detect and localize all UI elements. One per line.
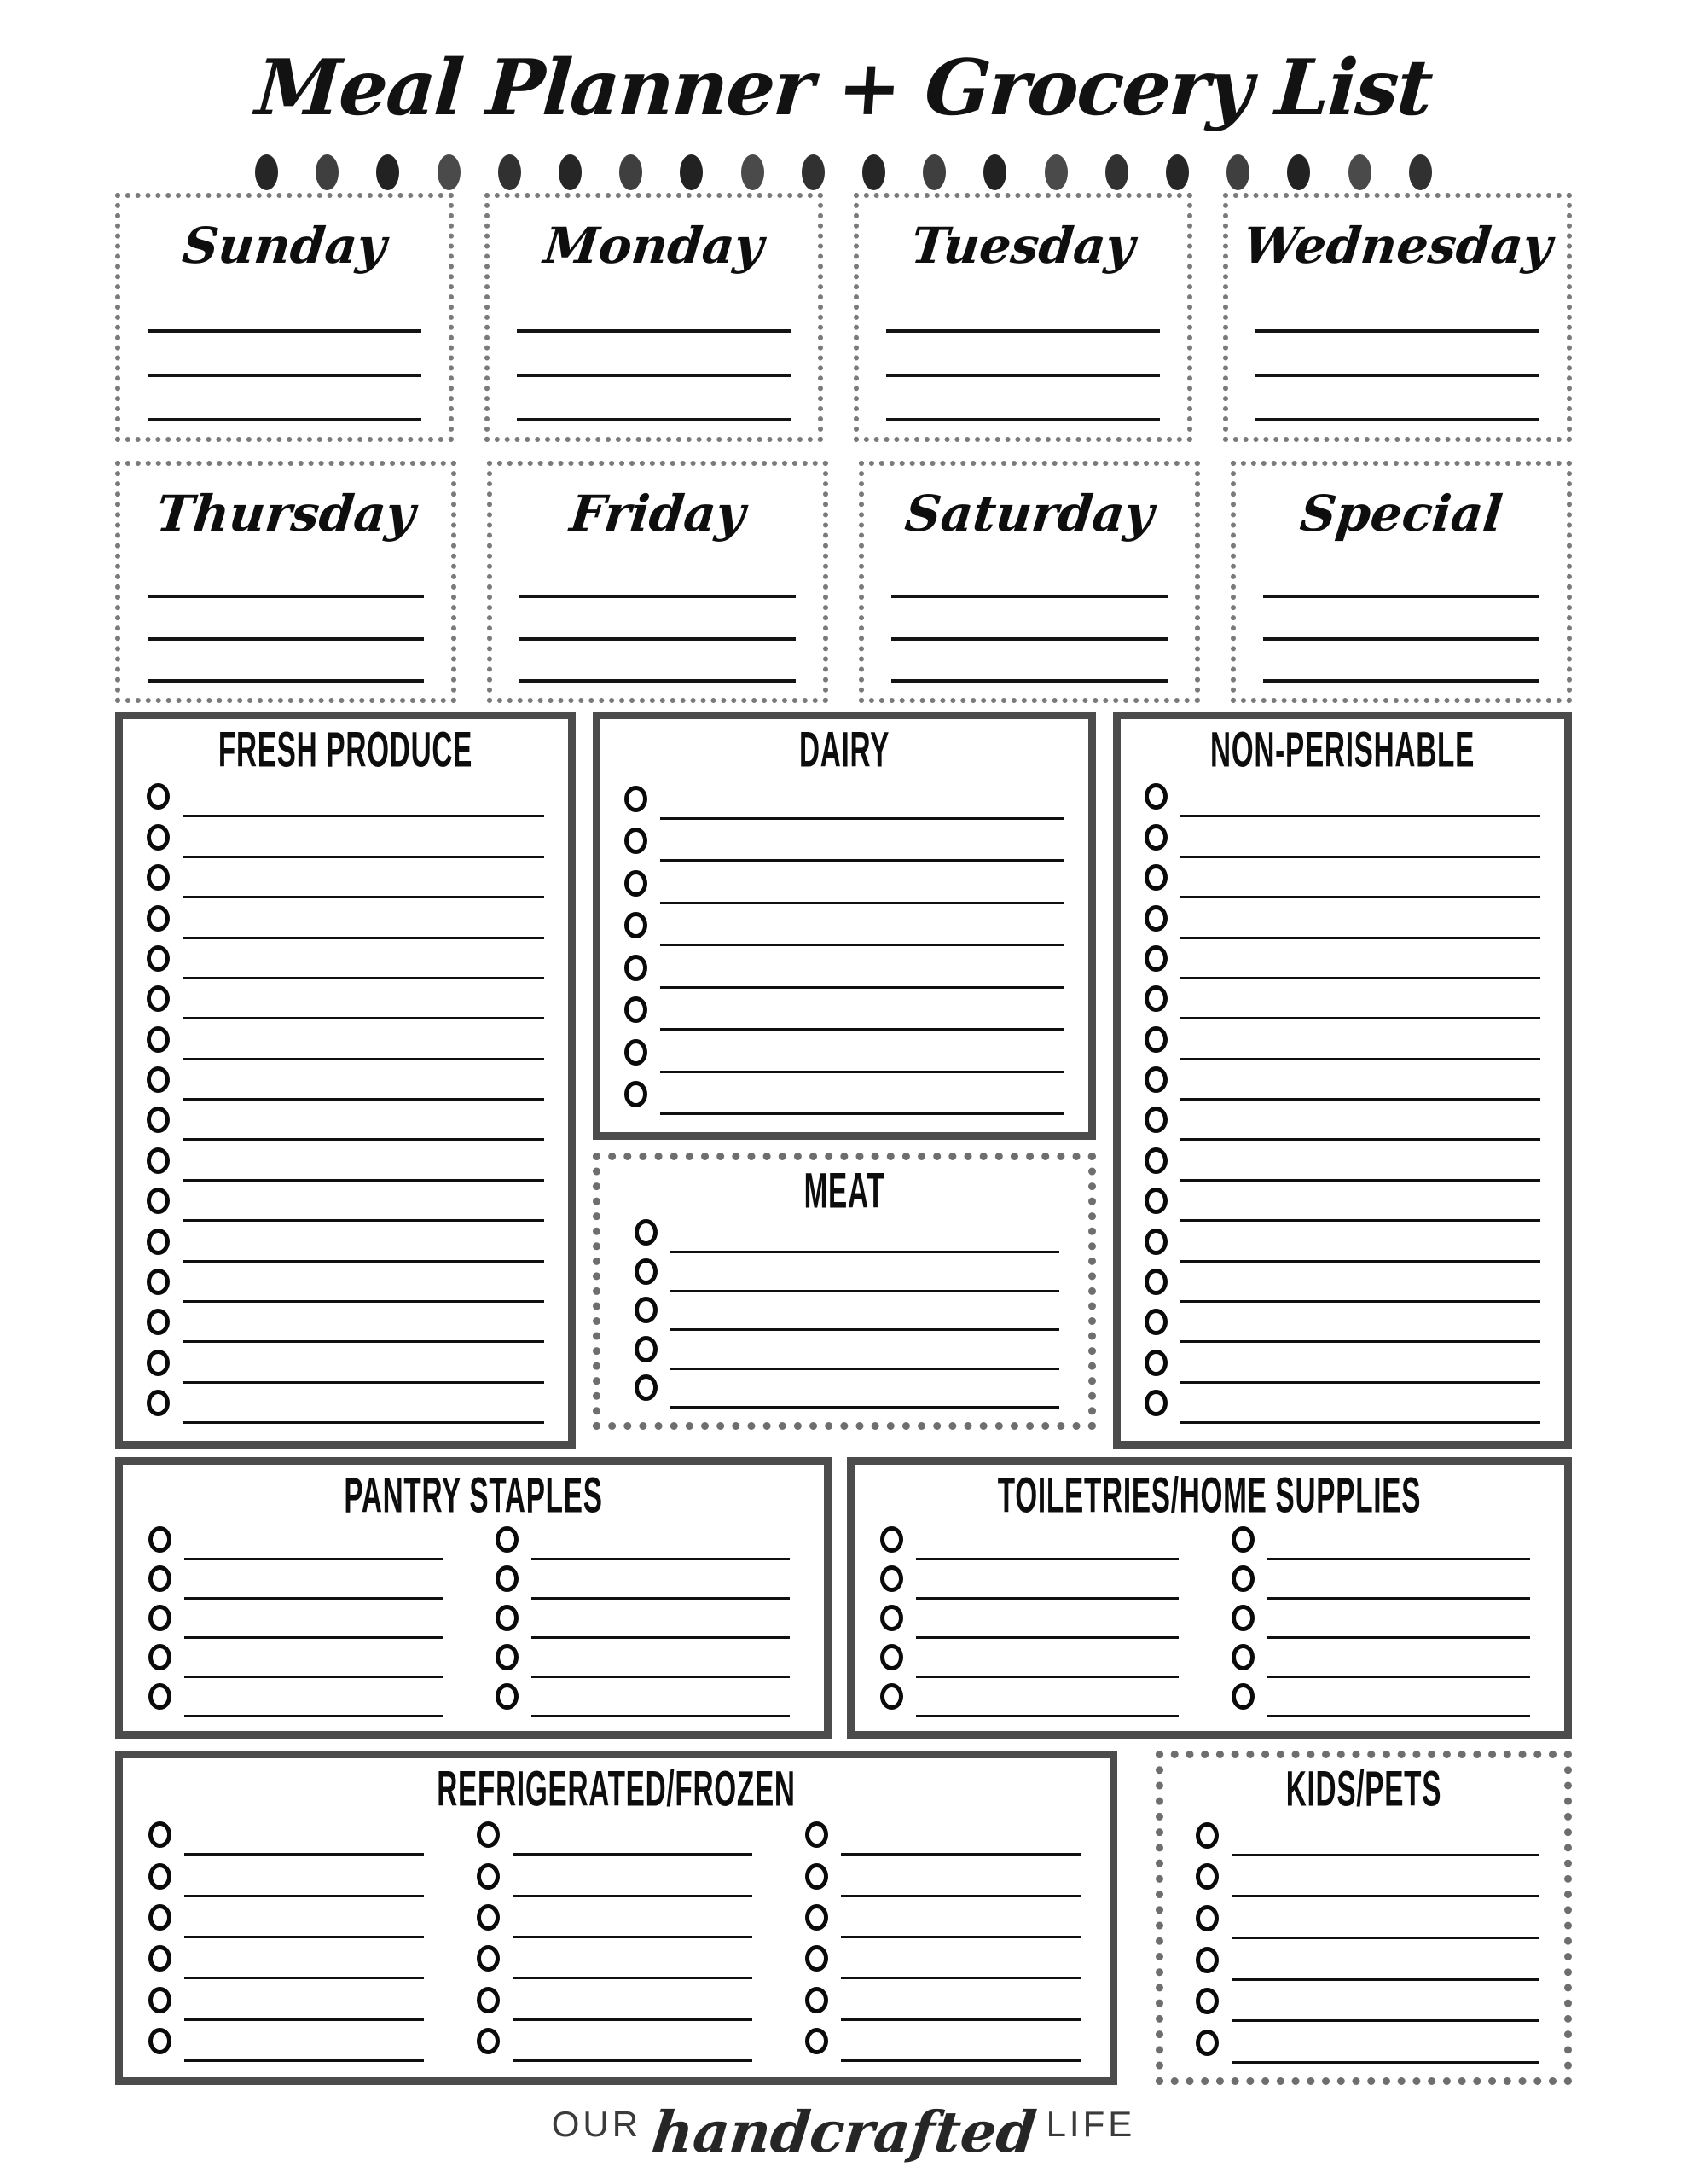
write-line (1263, 556, 1539, 598)
bullet-circle (147, 1026, 170, 1053)
bullet-circle (1196, 2030, 1219, 2056)
week-grid-top (115, 193, 1572, 442)
bullet-circle (624, 955, 647, 981)
list-item (147, 817, 544, 857)
section-title-refrigerated-frozen: REFRIGERATED/FROZEN (437, 1760, 796, 1817)
kids-pets-list (1163, 1811, 1564, 2077)
brand-word-our: OUR (551, 2104, 642, 2144)
fresh-produce-list (123, 772, 568, 1441)
bullet-circle (148, 1644, 171, 1670)
day-write-lines-thursday (136, 556, 436, 682)
bullet-circle (1196, 1822, 1219, 1849)
write-line (148, 556, 424, 598)
list-item (496, 1521, 790, 1560)
brand-word-handcrafted: handcrafted (648, 2099, 1040, 2165)
bullet-circle (148, 1904, 171, 1931)
binder-dot (1226, 154, 1249, 190)
bullet-circle (477, 1863, 500, 1890)
list-item (880, 1678, 1179, 1717)
list-item (624, 820, 1064, 863)
day-box-friday (487, 461, 828, 703)
bullet-circle (624, 870, 647, 897)
blank-line (841, 2059, 1081, 2062)
write-line (891, 556, 1168, 598)
binder-dot (1409, 154, 1432, 190)
bullet-circle (1145, 1147, 1168, 1174)
bullet-circle (805, 1821, 828, 1848)
bullet-circle (147, 1107, 170, 1133)
list-item (1145, 1101, 1540, 1141)
list-item (1196, 2022, 1539, 2064)
bullet-circle (148, 1565, 171, 1592)
bullet-circle (147, 824, 170, 851)
list-item (1145, 939, 1540, 979)
bullet-circle (147, 1309, 170, 1335)
list-item (147, 1222, 544, 1262)
bullet-circle (1145, 824, 1168, 851)
day-label-thursday: Thursday (154, 485, 418, 543)
bullet-circle (1145, 1269, 1168, 1295)
bullet-circle (624, 996, 647, 1023)
section-title-kids-pets: KIDS/PETS (1285, 1760, 1442, 1817)
list-item (148, 1521, 443, 1560)
day-write-lines-friday (507, 556, 808, 682)
list-item (624, 989, 1064, 1031)
bullet-circle (880, 1526, 903, 1553)
write-line (1263, 598, 1539, 640)
section-fresh-produce (115, 712, 576, 1449)
list-item (1145, 1343, 1540, 1383)
bullet-circle (1145, 1188, 1168, 1214)
bullet-circle (1145, 1026, 1168, 1053)
day-write-lines-monday (505, 288, 803, 421)
write-line (148, 333, 421, 377)
list-item (1145, 1141, 1540, 1181)
write-line (886, 377, 1160, 421)
list-item (1232, 1639, 1530, 1678)
bullet-circle (1145, 1390, 1168, 1416)
list-item (147, 1182, 544, 1222)
bullet-circle (147, 945, 170, 972)
bullet-circle (1145, 985, 1168, 1012)
write-line (886, 333, 1160, 377)
blank-line (660, 1112, 1064, 1115)
write-line (519, 598, 796, 640)
bullet-circle (624, 912, 647, 938)
bullet-circle (1196, 1988, 1219, 2014)
bullet-circle (635, 1297, 658, 1323)
binder-dot (741, 154, 764, 190)
bullet-circle (148, 1987, 171, 2013)
bullet-circle (147, 985, 170, 1012)
bullet-circle (880, 1644, 903, 1670)
list-item (496, 1678, 790, 1717)
day-box-monday (484, 193, 823, 442)
bullet-circle (477, 1987, 500, 2013)
binder-dot (498, 154, 521, 190)
day-box-sunday (115, 193, 454, 442)
list-item (624, 777, 1064, 820)
list-item (805, 1815, 1081, 1856)
list-item (624, 1031, 1064, 1073)
bullet-circle (147, 1228, 170, 1255)
bullet-circle (635, 1374, 658, 1401)
bullet-circle (1232, 1565, 1255, 1592)
bullet-circle (147, 864, 170, 891)
bullet-circle (148, 1605, 171, 1631)
blank-line (1267, 1715, 1530, 1717)
bullet-circle (1232, 1683, 1255, 1710)
list-item (477, 2021, 752, 2062)
bullet-circle (147, 1147, 170, 1174)
list-item (635, 1292, 1059, 1331)
write-line (148, 288, 421, 333)
bullet-circle (805, 2028, 828, 2054)
bullet-circle (147, 1269, 170, 1295)
day-box-special (1231, 461, 1572, 703)
bullet-circle (477, 1821, 500, 1848)
list-item (1145, 898, 1540, 938)
bullet-circle (1145, 864, 1168, 891)
list-item (147, 1384, 544, 1424)
bullet-circle (805, 1987, 828, 2013)
day-label-tuesday: Tuesday (907, 217, 1138, 275)
write-line (519, 641, 796, 682)
bullet-circle (624, 786, 647, 812)
list-item (624, 946, 1064, 989)
bullet-circle (635, 1336, 658, 1362)
day-box-tuesday (854, 193, 1192, 442)
write-line (517, 288, 791, 333)
list-item (1145, 1019, 1540, 1060)
blank-line (184, 1715, 443, 1717)
bullet-circle (148, 2028, 171, 2054)
binder-dot (376, 154, 399, 190)
binder-dot (1105, 154, 1128, 190)
list-item (1145, 1384, 1540, 1424)
section-dairy (593, 712, 1096, 1140)
section-pantry-staples (115, 1457, 832, 1739)
bullet-circle (624, 1081, 647, 1107)
binder-dot (1287, 154, 1310, 190)
section-meat (593, 1153, 1096, 1430)
blank-line (531, 1715, 790, 1717)
list-item (147, 1019, 544, 1060)
list-item (624, 1073, 1064, 1116)
grocery-row-bottom (115, 1751, 1572, 2085)
write-line (1255, 333, 1539, 377)
binder-dot (862, 154, 885, 190)
list-item (148, 1815, 424, 1856)
bullet-circle (148, 1945, 171, 1972)
write-line (891, 641, 1168, 682)
bullet-circle (1232, 1644, 1255, 1670)
binder-dot (1348, 154, 1371, 190)
list-item (1145, 979, 1540, 1019)
section-title-toiletries-home-supplies: TOILETRIES/HOME SUPPLIES (997, 1467, 1422, 1524)
section-title-meat: MEAT (803, 1162, 885, 1219)
bullet-circle (147, 1188, 170, 1214)
list-item (1196, 1856, 1539, 1898)
bullet-circle (147, 783, 170, 810)
day-box-wednesday (1223, 193, 1572, 442)
bullet-circle (496, 1605, 519, 1631)
blank-line (513, 2059, 752, 2062)
list-item (1196, 1981, 1539, 2023)
day-label-sunday: Sunday (179, 217, 390, 275)
binder-dot (438, 154, 461, 190)
grocery-row-top (115, 712, 1572, 1449)
bullet-circle (477, 2028, 500, 2054)
write-line (148, 641, 424, 682)
list-item (147, 777, 544, 817)
page-title: Meal Planner + Grocery List (252, 43, 1435, 133)
write-line (1263, 641, 1539, 682)
dairy-list (600, 772, 1088, 1132)
brand-footer (115, 2099, 1572, 2165)
blank-line (183, 1421, 544, 1424)
binder-dot (255, 154, 278, 190)
list-item (477, 1938, 752, 1979)
write-line (891, 598, 1168, 640)
write-line (1255, 288, 1539, 333)
bullet-circle (624, 828, 647, 854)
binder-dot (802, 154, 825, 190)
brand-word-life: LIFE (1046, 2104, 1136, 2144)
list-item (1145, 1060, 1540, 1101)
list-item (805, 1938, 1081, 1979)
bullet-circle (148, 1683, 171, 1710)
bullet-circle (496, 1644, 519, 1670)
list-item (880, 1560, 1179, 1600)
day-label-monday: Monday (541, 217, 767, 275)
list-item (477, 1897, 752, 1938)
list-item (148, 1678, 443, 1717)
refrigerated-frozen-list (123, 1811, 1110, 2077)
binder-dot (316, 154, 339, 190)
bullet-circle (147, 905, 170, 932)
write-line (148, 598, 424, 640)
bullet-circle (148, 1821, 171, 1848)
list-item (147, 979, 544, 1019)
bullet-circle (1232, 1526, 1255, 1553)
list-item (1196, 1815, 1539, 1856)
bullet-circle (624, 1039, 647, 1066)
binder-dot (1166, 154, 1189, 190)
write-line (148, 377, 421, 421)
day-label-wednesday: Wednesday (1239, 217, 1555, 275)
bullet-circle (635, 1258, 658, 1285)
list-item (624, 904, 1064, 947)
list-item (1232, 1678, 1530, 1717)
day-box-saturday (859, 461, 1200, 703)
list-item (147, 1141, 544, 1181)
grocery-row-middle (115, 1457, 1572, 1739)
pantry-staples-list (123, 1518, 824, 1731)
blank-line (670, 1406, 1059, 1409)
write-line (1255, 377, 1539, 421)
section-kids-pets (1156, 1751, 1572, 2085)
list-item (148, 1938, 424, 1979)
bullet-circle (496, 1565, 519, 1592)
bullet-circle (805, 1945, 828, 1972)
middle-column (593, 712, 1096, 1449)
list-item (147, 1060, 544, 1101)
day-write-lines-tuesday (874, 288, 1172, 421)
list-item (147, 1263, 544, 1303)
write-line (519, 556, 796, 598)
list-item (1232, 1560, 1530, 1600)
section-toiletries-home-supplies (847, 1457, 1572, 1739)
non-perishable-list (1121, 772, 1564, 1441)
bullet-circle (1145, 1350, 1168, 1376)
bullet-circle (805, 1904, 828, 1931)
bullet-circle (147, 1350, 170, 1376)
blank-line (1180, 1421, 1540, 1424)
list-item (880, 1639, 1179, 1678)
list-item (147, 1343, 544, 1383)
list-item (148, 1897, 424, 1938)
list-item (1145, 1263, 1540, 1303)
day-label-saturday: Saturday (902, 485, 1157, 543)
bullet-circle (1196, 1905, 1219, 1931)
list-item (148, 1856, 424, 1896)
binder-dot (983, 154, 1006, 190)
binder-dot (1045, 154, 1068, 190)
list-item (147, 1303, 544, 1343)
list-item (1145, 777, 1540, 817)
list-item (635, 1215, 1059, 1253)
section-refrigerated-frozen (115, 1751, 1117, 2085)
binder-dot (680, 154, 703, 190)
list-item (496, 1639, 790, 1678)
list-item (1145, 858, 1540, 898)
section-title-fresh-produce: FRESH PRODUCE (217, 721, 473, 778)
bullet-circle (880, 1605, 903, 1631)
bullet-circle (148, 1863, 171, 1890)
write-line (517, 333, 791, 377)
day-label-special: Special (1297, 485, 1505, 543)
bullet-circle (496, 1683, 519, 1710)
bullet-circle (880, 1683, 903, 1710)
list-item (477, 1815, 752, 1856)
blank-line (916, 1715, 1179, 1717)
bullet-circle (805, 1863, 828, 1890)
day-write-lines-sunday (136, 288, 433, 421)
day-write-lines-special (1251, 556, 1551, 682)
list-item (1196, 1939, 1539, 1981)
list-item (496, 1600, 790, 1639)
list-item (1145, 1222, 1540, 1262)
day-box-thursday (115, 461, 456, 703)
list-item (147, 898, 544, 938)
bullet-circle (477, 1904, 500, 1931)
list-item (496, 1560, 790, 1600)
bullet-circle (148, 1526, 171, 1553)
bullet-circle (147, 1390, 170, 1416)
bullet-circle (1145, 1228, 1168, 1255)
bullet-circle (477, 1945, 500, 1972)
list-item (805, 2021, 1081, 2062)
blank-line (184, 2059, 424, 2062)
bullet-circle (1145, 783, 1168, 810)
day-label-friday: Friday (567, 485, 748, 543)
bullet-circle (880, 1565, 903, 1592)
bullet-circle (1145, 1107, 1168, 1133)
list-item (805, 1856, 1081, 1896)
binder-dot (923, 154, 946, 190)
list-item (1232, 1521, 1530, 1560)
list-item (635, 1370, 1059, 1409)
bullet-circle (1232, 1605, 1255, 1631)
list-item (624, 862, 1064, 904)
binder-dot (559, 154, 582, 190)
list-item (880, 1521, 1179, 1560)
section-non-perishable (1113, 712, 1572, 1449)
day-write-lines-saturday (879, 556, 1180, 682)
bullet-circle (496, 1526, 519, 1553)
bullet-circle (1145, 1066, 1168, 1093)
list-item (635, 1253, 1059, 1292)
list-item (147, 939, 544, 979)
bullet-circle (1145, 905, 1168, 932)
section-title-dairy: DAIRY (798, 721, 890, 778)
bullet-circle (147, 1066, 170, 1093)
bullet-circle (1196, 1947, 1219, 1973)
list-item (1145, 1303, 1540, 1343)
section-title-pantry-staples: PANTRY STAPLES (344, 1467, 603, 1524)
list-item (805, 1897, 1081, 1938)
list-item (1145, 817, 1540, 857)
list-item (477, 1856, 752, 1896)
page-content (115, 24, 1572, 2165)
list-item (1145, 1182, 1540, 1222)
write-line (517, 377, 791, 421)
bullet-circle (1196, 1863, 1219, 1890)
section-title-non-perishable: NON-PERISHABLE (1209, 721, 1475, 778)
bullet-circle (1145, 1309, 1168, 1335)
toiletries-home-supplies-list (855, 1518, 1564, 1731)
list-item (147, 858, 544, 898)
day-write-lines-wednesday (1244, 288, 1551, 421)
week-grid-bottom (115, 461, 1572, 703)
blank-line (1232, 2061, 1539, 2064)
list-item (148, 1979, 424, 2020)
list-item (805, 1979, 1081, 2020)
list-item (148, 1560, 443, 1600)
list-item (148, 2021, 424, 2062)
write-line (886, 288, 1160, 333)
meat-list (600, 1213, 1088, 1422)
bullet-circle (635, 1219, 658, 1246)
binder-dots-row (255, 154, 1432, 191)
list-item (147, 1101, 544, 1141)
binder-dot (619, 154, 642, 190)
list-item (477, 1979, 752, 2020)
list-item (148, 1639, 443, 1678)
bullet-circle (1145, 945, 1168, 972)
list-item (148, 1600, 443, 1639)
list-item (880, 1600, 1179, 1639)
list-item (635, 1331, 1059, 1369)
list-item (1196, 1897, 1539, 1939)
list-item (1232, 1600, 1530, 1639)
